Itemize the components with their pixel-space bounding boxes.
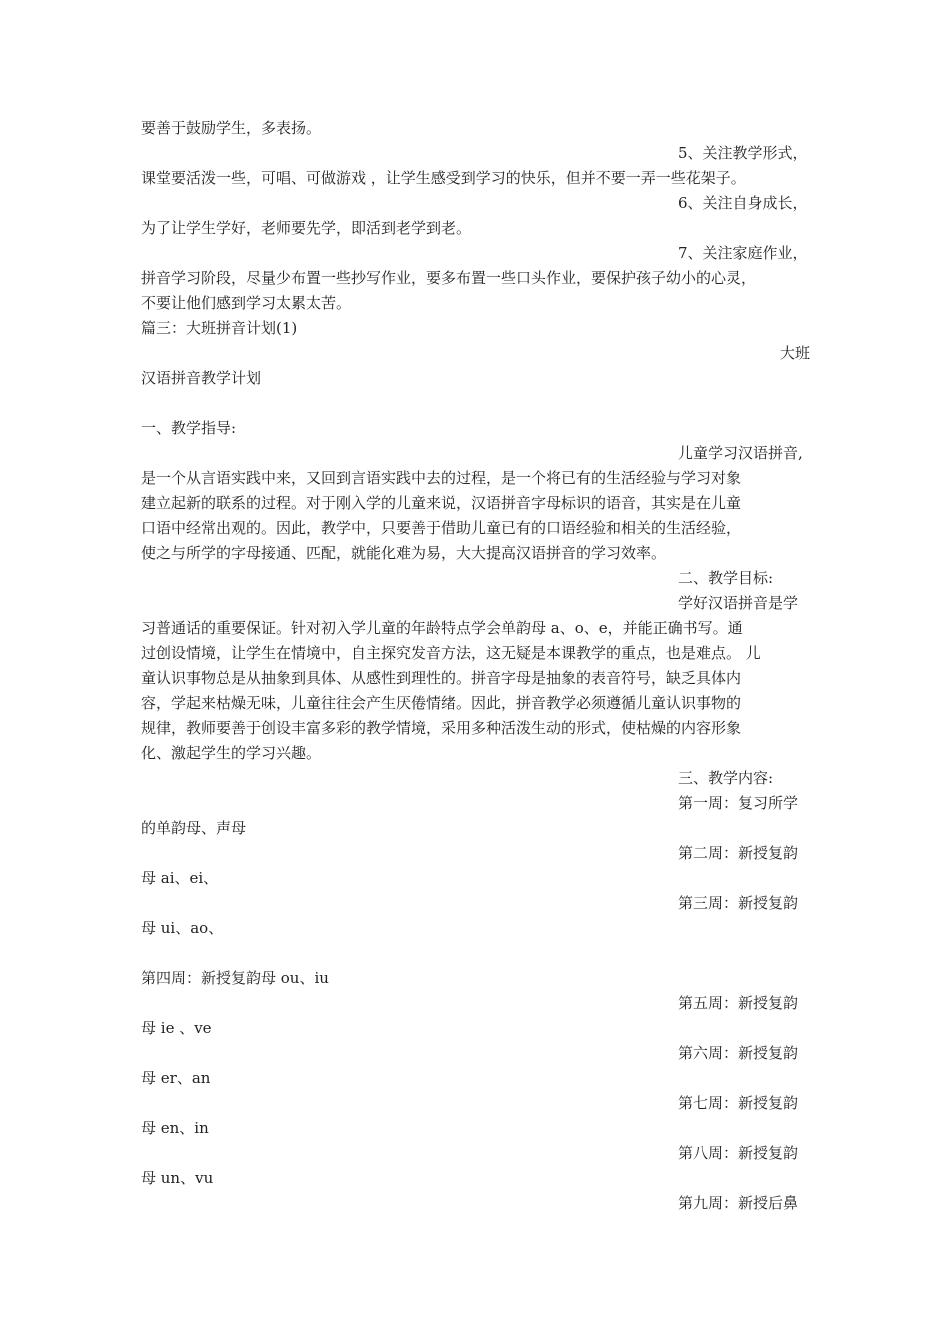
section-heading: 一、教学指导: bbox=[141, 419, 237, 437]
section-heading: 6、关注自身成长， bbox=[678, 194, 808, 212]
text-line: 童认识事物总是从抽象到具体、从感性到理性的。拼音字母是抽象的表音符号，缺乏具体内 bbox=[141, 669, 742, 687]
text-line: 为了让学生学好，老师要先学，即活到老学到老。 bbox=[141, 219, 472, 237]
text-line: 规律，教师要善于创设丰富多彩的教学情境，采用多种活泼生动的形式，使枯燥的内容形象 bbox=[141, 719, 742, 737]
text-line: 建立起新的联系的过程。对于刚入学的儿童来说，汉语拼音字母标识的语音，其实是在儿童 bbox=[141, 494, 742, 512]
schedule-week: 第六周：新授复韵 bbox=[678, 1044, 799, 1062]
schedule-detail: 母 en、in bbox=[141, 1119, 209, 1137]
text-line: 学好汉语拼音是学 bbox=[678, 594, 799, 612]
schedule-week: 第三周：新授复韵 bbox=[678, 894, 799, 912]
schedule-detail: 母 un、vu bbox=[141, 1169, 214, 1187]
text-line: 要善于鼓励学生，多表扬。 bbox=[141, 119, 322, 137]
schedule-week: 第二周：新授复韵 bbox=[678, 844, 799, 862]
section-heading: 三、教学内容: bbox=[678, 769, 774, 787]
text-line: 化、激起学生的学习兴趣。 bbox=[141, 744, 322, 762]
text-line: 拼音学习阶段，尽量少布置一些抄写作业，要多布置一些口头作业，要保护孩子幼小的心灵， bbox=[141, 269, 757, 287]
text-line: 使之与所学的字母接通、匹配，就能化难为易，大大提高汉语拼音的学习效率。 bbox=[141, 544, 667, 562]
schedule-week: 第七周：新授复韵 bbox=[678, 1094, 799, 1112]
schedule-detail: 的单韵母、声母 bbox=[141, 819, 247, 837]
article-title: 篇三：大班拼音计划(1) bbox=[141, 319, 298, 337]
schedule-detail: 母 er、an bbox=[141, 1069, 211, 1087]
schedule-detail: 母 ui、ao、 bbox=[141, 919, 224, 937]
schedule-week: 第四周：新授复韵母 ou、iu bbox=[141, 969, 329, 987]
text-line: 课堂要活泼一些，可唱、可做游戏 ，让学生感受到学习的快乐，但并不要一弄一些花架子。 bbox=[141, 169, 746, 187]
text-line: 容，学起来枯燥无味，儿童往往会产生厌倦情绪。因此，拼音教学必须遵循儿童认识事物的 bbox=[141, 694, 742, 712]
schedule-detail: 母 ie 、ve bbox=[141, 1019, 212, 1037]
text-line: 口语中经常出观的。因此，教学中，只要善于借助儿童已有的口语经验和相关的生活经验， bbox=[141, 519, 742, 537]
text-line: 过创设情境，让学生在情境中，自主探究发音方法，这无疑是本课教学的重点，也是难点。 儿 bbox=[141, 644, 761, 662]
text-line: 是一个从言语实践中来，又回到言语实践中去的过程，是一个将已有的生活经验与学习对象 bbox=[141, 469, 742, 487]
schedule-week: 第九周：新授后鼻 bbox=[678, 1194, 799, 1212]
schedule-week: 第五周：新授复韵 bbox=[678, 994, 799, 1012]
plan-title: 汉语拼音教学计划 bbox=[141, 369, 262, 387]
text-line: 习普通话的重要保证。针对初入学儿童的年龄特点学会单韵母 a、o、e，并能正确书写。通 bbox=[141, 619, 743, 637]
schedule-week: 第一周：复习所学 bbox=[678, 794, 799, 812]
text-line: 儿童学习汉语拼音, bbox=[678, 444, 803, 462]
schedule-detail: 母 ai、ei、 bbox=[141, 869, 219, 887]
section-heading: 5、关注教学形式， bbox=[678, 144, 808, 162]
section-heading: 二、教学目标: bbox=[678, 569, 774, 587]
section-heading: 7、关注家庭作业， bbox=[678, 244, 808, 262]
schedule-week: 第八周：新授复韵 bbox=[678, 1144, 799, 1162]
class-label: 大班 bbox=[779, 344, 810, 362]
text-line: 不要让他们感到学习太累太苦。 bbox=[141, 294, 352, 312]
